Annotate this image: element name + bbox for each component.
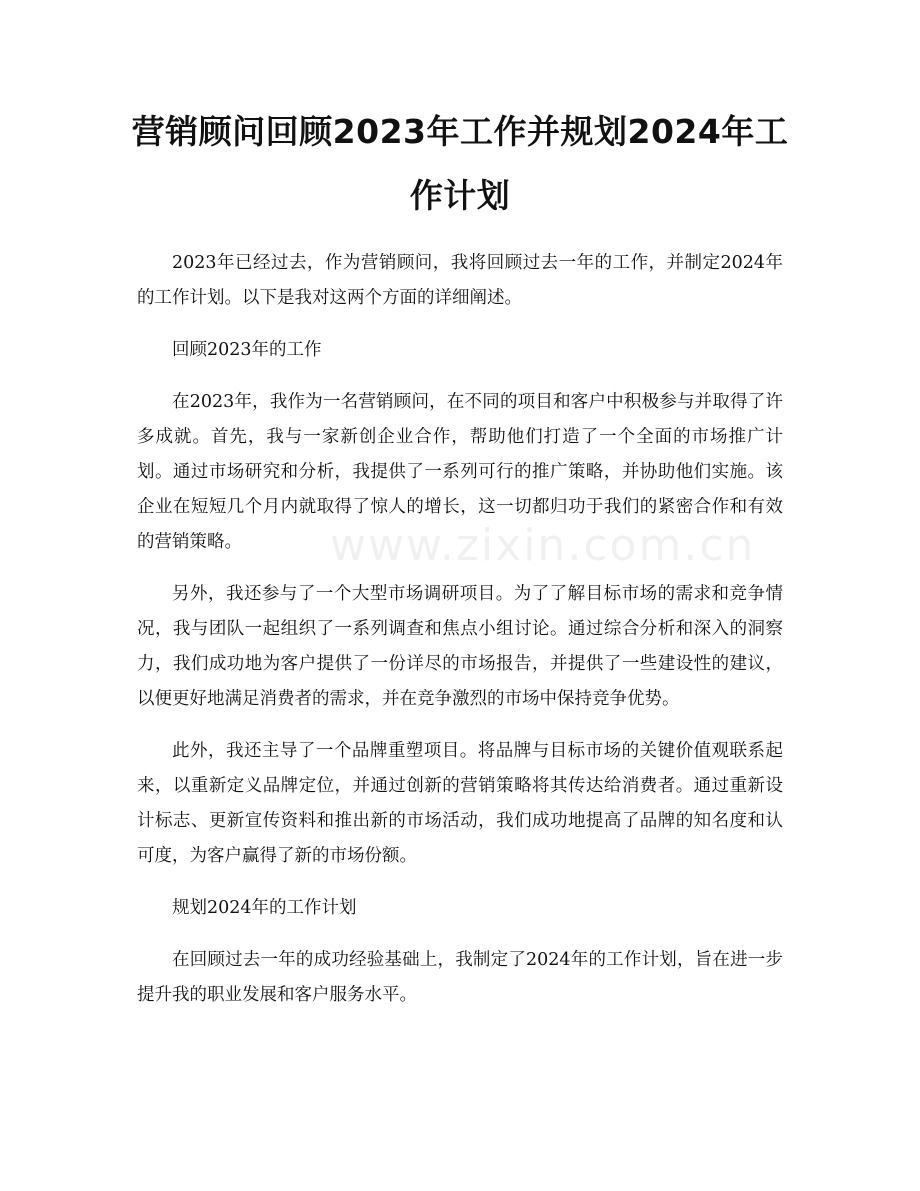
watermark: www.zixin.com.cn [330,520,756,571]
section-heading-review: 回顾2023年的工作 [172,340,322,360]
section-heading-plan: 规划2024年的工作计划 [172,898,357,918]
review-paragraph-1: 在2023年，我作为一名营销顾问，在不同的项目和客户中积极参与并取得了许多成就。首先，我与一家新创企业合作，帮助他们打造了一个全面的市场推广计划。通过市场研究和分析，我提供了一系列可行的推广策略，并协助他们实施。该企业在短短几个月内就取得了惊人的增长，这一切都归功于我们的紧密合作和有效的营销策略。 [137,392,783,552]
intro-paragraph: 2023年已经过去，作为营销顾问，我将回顾过去一年的工作，并制定2024年的工作计划。以下是我对这两个方面的详细阐述。 [137,253,783,308]
plan-paragraph-1: 在回顾过去一年的成功经验基础上，我制定了2024年的工作计划，旨在进一步提升我的职业发展和客户服务水平。 [137,950,783,1005]
review-paragraph-3: 此外，我还主导了一个品牌重塑项目。将品牌与目标市场的关键价值观联系起来，以重新定义品牌定位，并通过创新的营销策略将其传达给消费者。通过重新设计标志、更新宣传资料和推出新的市场活动，我们成功地提高了品牌的知名度和认可度，为客户赢得了新的市场份额。 [137,741,783,866]
document-title: 营销顾问回顾2023年工作并规划2024年工作计划 [131,112,789,215]
document-body [137,246,783,1030]
review-paragraph-2: 另外，我还参与了一个大型市场调研项目。为了了解目标市场的需求和竞争情况，我与团队一起组织了一系列调查和焦点小组讨论。通过综合分析和深入的洞察力，我们成功地为客户提供了一份详尽的市场报告，并提供了一些建设性的建议，以便更好地满足消费者的需求，并在竞争激烈的市场中保持竞争优势。 [137,584,783,709]
